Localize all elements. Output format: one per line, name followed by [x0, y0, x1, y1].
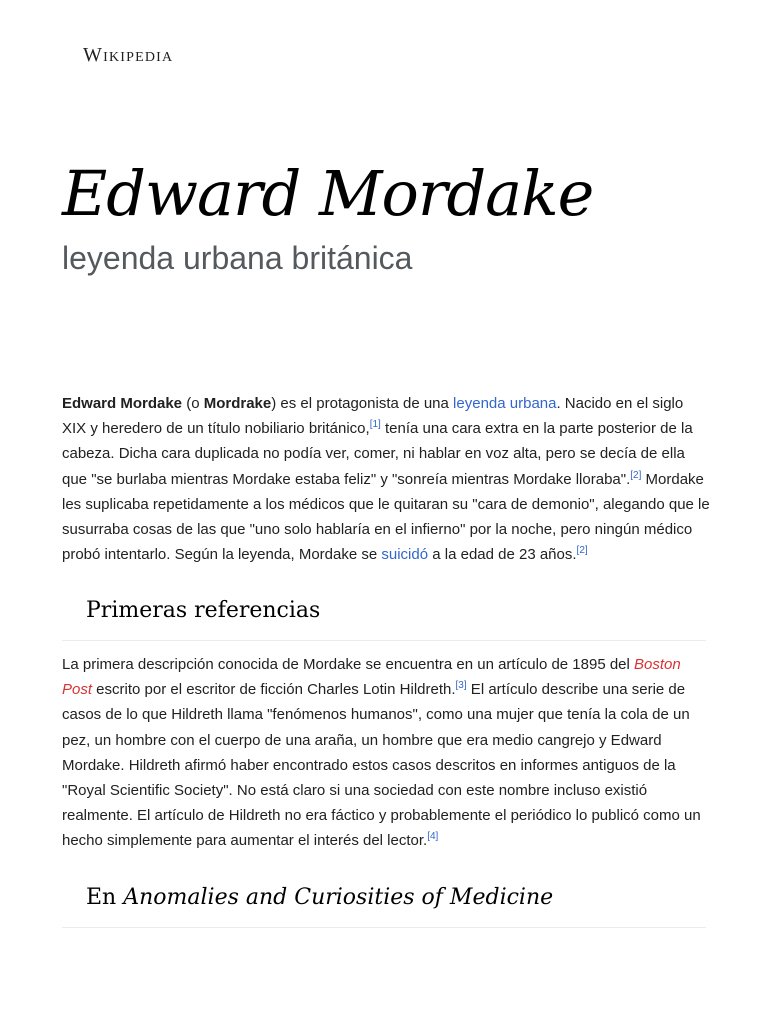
reference-2 — [630, 470, 641, 481]
reference-3 — [577, 545, 588, 556]
reference-4 — [456, 680, 467, 691]
section-heading-primeras-referencias[interactable] — [62, 594, 706, 641]
text-fragment: (o — [182, 395, 204, 412]
page-subtitle: leyenda urbana británica — [62, 240, 413, 276]
text-fragment: El artículo describe una serie de casos de lo que Hildreth llama "fenómenos humanos", como una mujer que tenía la cola de un pez, un hombre con el cuerpo de una araña, un hombre que era medio cangrejo y Edward Mordake. Hildreth afirmó haber encontrado estos casos descritos en informes antiguos de la "Royal Scientific Society". No está claro si una sociedad con este nombre incluso existió realmente. El artículo de Hildreth no era fáctico y probablemente el periódico lo publicó como un hecho simplemente para aumentar el interés del lector. — [62, 681, 701, 850]
text-fragment: La primera descripción conocida de Mordake se encuentra en un artículo de 1895 del — [62, 656, 635, 673]
section-paragraph — [62, 652, 710, 854]
link-leyenda-urbana[interactable]: leyenda urbana — [453, 395, 557, 412]
text-fragment: . Nacido en el siglo XIX y heredero de un título nobiliario británico, — [62, 395, 684, 438]
reference-link-3[interactable]: [2] — [576, 545, 588, 557]
heading-italic: Anomalies and Curiosities of Medicine — [123, 885, 554, 910]
reference-link-4[interactable]: [3] — [455, 680, 467, 692]
bold-alt-name: Mordrake — [203, 395, 272, 412]
reference-link-1[interactable]: [1] — [369, 419, 381, 431]
section-title: Primeras referencias — [86, 598, 321, 623]
intro-paragraph — [62, 391, 710, 567]
heading-prefix: En — [86, 885, 124, 910]
page-title: Edward Mordake — [62, 157, 594, 230]
text-fragment: a la edad de 23 años. — [428, 546, 577, 564]
link-suicido[interactable]: suicidó — [381, 546, 429, 564]
reference-link-2[interactable]: [2] — [630, 469, 642, 481]
section-title — [86, 881, 706, 915]
text-fragment: Mordake les suplicaba repetidamente a los médicos que le quitaran su "cara de demonio", alegando que le susurraba cosas de las que "uno solo hablaría en el infierno" por la noche, pero ningún médico probó intentarlo. Según la leyenda, Mordake se — [62, 470, 710, 564]
text-fragment: ) es el protagonista de una — [271, 395, 454, 412]
link-boston-post[interactable]: Boston Post — [62, 656, 681, 699]
reference-link-5[interactable]: [4] — [427, 831, 439, 843]
bold-name: Edward Mordake — [62, 395, 183, 412]
reference-1 — [370, 419, 381, 430]
section-heading-anomalies[interactable] — [62, 881, 706, 928]
reference-5 — [427, 831, 438, 842]
text-fragment: tenía una cara extra en la parte posterior de la cabeza. Dicha cara duplicada no podía ver, comer, ni hablar en voz alta, pero se decía de ella que "se burlaba mientras Mordake estaba feliz" y "sonreía mientras Mordake lloraba". — [62, 420, 693, 488]
wikipedia-logo[interactable]: Wikipedia — [83, 44, 174, 66]
text-fragment: escrito por el escritor de ficción Charles Lotin Hildreth. — [92, 681, 456, 699]
